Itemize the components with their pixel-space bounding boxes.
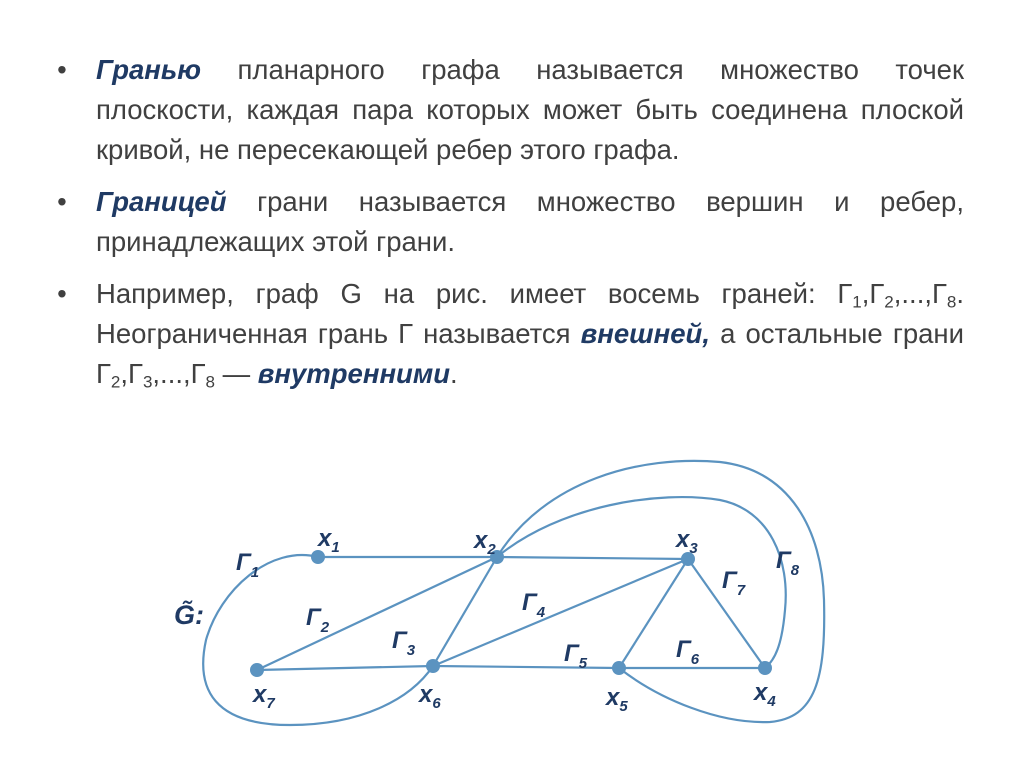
label-face-5: $Г_5$	[564, 640, 588, 672]
example-text-5: .	[450, 358, 458, 389]
term-face: Гранью	[96, 54, 202, 85]
edge-x2-x3	[497, 557, 688, 559]
edge-x3-x6	[433, 559, 688, 666]
bullet-mark: •	[57, 186, 67, 217]
example-text-1: Например, граф G на рис. имеет восемь граней:	[96, 278, 838, 309]
boundary-definition-text: грани называется множество вершин и ребер, принадлежащих этой грани.	[96, 186, 964, 257]
face-definition-text: планарного графа называется множество точек плоскости, каждая пара которых может быть соединена плоской кривой, не пересекающей ребер этого графа.	[96, 54, 964, 165]
graph-name-label: G̃:	[174, 600, 204, 630]
label-x6: $x_6$	[419, 681, 441, 712]
example-text-4: —	[215, 358, 258, 389]
label-x5: $x_5$	[606, 684, 628, 715]
label-face-2: $Г_2$	[306, 604, 330, 636]
label-face-3: $Г_3$	[392, 627, 416, 659]
label-face-4: $Г_4$	[522, 589, 546, 621]
bullet-mark: •	[57, 54, 67, 85]
face-labels	[236, 547, 800, 672]
label-face-7: $Г_7$	[722, 567, 746, 599]
edge-x2-x4-outer	[497, 461, 824, 722]
vertex-x7	[250, 663, 264, 677]
edge-x2-x6	[433, 557, 497, 666]
label-x7: $x_7$	[253, 681, 275, 712]
vertex-x4	[758, 661, 772, 675]
label-x3: $x_3$	[676, 526, 698, 557]
vertex-labels	[251, 525, 776, 715]
example-text-2: . Неограниченная грань Г называется	[96, 278, 964, 349]
term-outer: внешней,	[580, 318, 710, 349]
vertex-x1	[311, 550, 325, 564]
label-x1: $x_1$	[318, 525, 340, 556]
label-x2: $x_2$	[474, 527, 496, 558]
edge-x6-x5	[433, 666, 619, 668]
label-face-6: $Г_6$	[676, 636, 700, 668]
bullet-face-definition	[52, 50, 964, 170]
label-face-8: $Г_8$	[776, 547, 800, 579]
bullet-boundary-definition	[52, 182, 964, 262]
bullet-mark: •	[57, 278, 67, 309]
edge-x2-x7	[257, 557, 497, 670]
term-inner: внутренними	[257, 358, 450, 389]
faces-list-1: $Г_1,Г_2,...,Г_8$	[837, 278, 957, 312]
planar-graph-diagram	[0, 455, 1024, 767]
slide-text	[52, 50, 964, 406]
label-x4: $x_4$	[754, 679, 776, 710]
label-face-1: $Г_1$	[236, 549, 260, 581]
term-boundary: Границей	[96, 186, 227, 217]
faces-list-2: $Г_2,Г_3,...,Г_8$	[96, 358, 215, 392]
edge-x7-x6	[257, 666, 433, 670]
bullet-example	[52, 274, 964, 394]
example-text-3: а остальные грани	[709, 318, 964, 349]
vertex-x6	[426, 659, 440, 673]
vertex-x5	[612, 661, 626, 675]
